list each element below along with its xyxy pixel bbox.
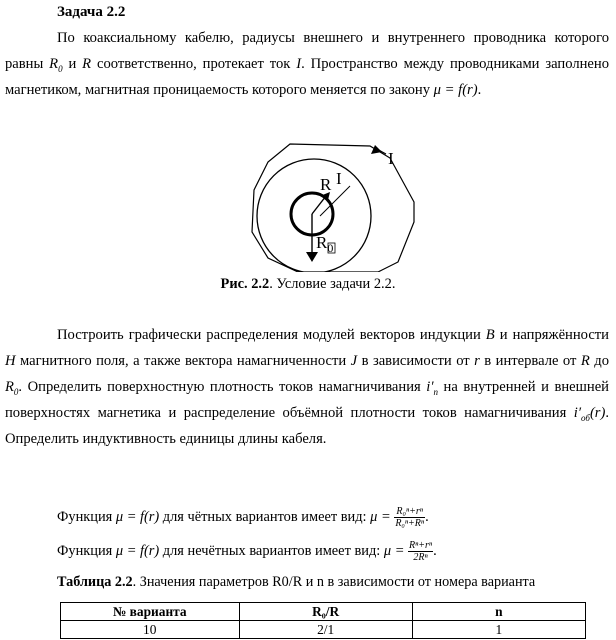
- intro-text-2: и: [62, 56, 83, 72]
- formula-odd: Функция μ = f(r) для нечётных вариантов имеет вид: μ = $\frac{\text{Rⁿ+rⁿ}}{\text{2Rⁿ}}$ .: [57, 540, 437, 563]
- table-row: [61, 621, 586, 639]
- task-text-6: до: [589, 353, 609, 369]
- symbol-small-r: r: [474, 353, 480, 369]
- odd-fraction: $\frac{\text{Rⁿ+rⁿ}}{\text{2Rⁿ}}$: [409, 540, 433, 563]
- task-text-5: в интервале от: [479, 353, 581, 369]
- task-text-4: в зависимости от: [357, 353, 475, 369]
- symbol-h: H: [5, 353, 16, 369]
- task-text-9: . Определить индуктивность единицы длины кабеля.: [5, 405, 609, 447]
- r0-arrowhead: [306, 252, 318, 262]
- intro-text-5: .: [477, 82, 482, 98]
- symbol-big-r0: $R_0$: [5, 379, 19, 397]
- cell-n: 1: [412, 621, 585, 639]
- cell-variant: 10: [61, 621, 240, 639]
- permeability-law: μ = f(r): [433, 82, 478, 98]
- task-heading: Задача 2.2: [57, 4, 126, 20]
- r-radius-line: [312, 196, 326, 214]
- symbol-i-volume: $i'_{об}(r)$: [573, 405, 606, 423]
- parameters-table: [60, 602, 586, 639]
- table-header-row: [61, 603, 586, 621]
- coaxial-cable-figure: [238, 140, 438, 272]
- intro-text-1: По коаксиальному кабелю, радиусы внешнего и внутреннего проводника которого равны: [5, 30, 609, 72]
- intro-text-4: . Пространство между проводниками заполнено магнетиком, магнитная проницаемость которого меняется по закону: [5, 56, 610, 98]
- symbol-r0: $R_0$: [49, 56, 63, 74]
- label-current-inner: I: [336, 169, 342, 188]
- header-variant: № варианта: [61, 603, 240, 621]
- task-text-2: и напряжённости: [494, 327, 609, 343]
- formula-even: Функция μ = f(r) для чётных вариантов имеет вид: μ = $\frac{\text{R₀ⁿ+rⁿ}}{\text{R₀ⁿ+Rⁿ}}$ .: [57, 506, 429, 529]
- task-text-7: . Определить поверхностную плотность токов намагничивания: [18, 379, 427, 395]
- task-text-3: магнитного поля, а также вектора намагниченности: [15, 353, 351, 369]
- task-text-8: на внутренней и внешней поверхностях магнетика и распределение объёмной плотности токов намагничивания: [5, 379, 609, 421]
- figure-caption: [0, 276, 616, 293]
- header-n: n: [412, 603, 585, 621]
- symbol-current: I: [296, 56, 302, 72]
- cell-ratio: 2/1: [239, 621, 412, 639]
- caption-bold: Рис. 2.2: [220, 276, 270, 292]
- task-paragraph: [5, 322, 609, 452]
- label-r: R: [320, 175, 332, 194]
- intro-paragraph: [5, 25, 609, 103]
- symbol-big-r: R: [580, 353, 590, 369]
- task-text-1: Построить графически распределения модулей векторов индукции: [57, 327, 486, 343]
- table-caption: Таблица 2.2. Значения параметров R0/R и n в зависимости от номера варианта: [57, 574, 536, 590]
- symbol-j: J: [350, 353, 358, 369]
- intro-text-3: соответственно, протекает ток: [91, 56, 297, 72]
- symbol-i-surface: $i'_п$: [426, 379, 439, 397]
- symbol-b: B: [485, 327, 495, 343]
- caption-text: . Условие задачи 2.2.: [269, 276, 396, 292]
- header-ratio: R₀/R: [239, 603, 412, 621]
- label-r0: $R_0$: [316, 233, 334, 255]
- label-current-outer: I: [388, 149, 394, 168]
- even-fraction: $\frac{\text{R₀ⁿ+rⁿ}}{\text{R₀ⁿ+Rⁿ}}$: [395, 506, 425, 529]
- symbol-r: R: [82, 56, 92, 72]
